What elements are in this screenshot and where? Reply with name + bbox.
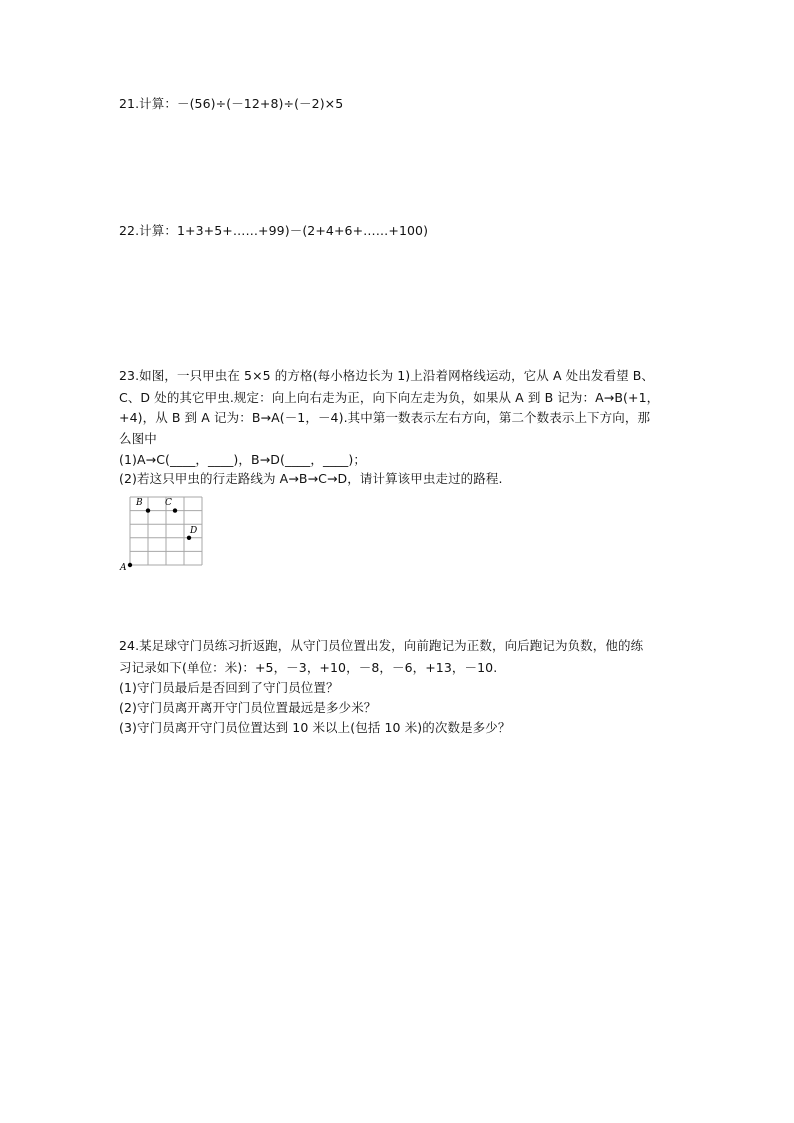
label-d: D [190, 526, 198, 536]
label-b: B [136, 498, 143, 508]
label-c: C [165, 498, 172, 508]
problem-24-line-2: 习记录如下(单位：米)：+5，－3，+10，－8，－6，+13，－10. [119, 660, 498, 675]
problem-24-question-3: (3)守门员离开守门员位置达到 10 米以上(包括 10 米)的次数是多少？ [119, 720, 511, 735]
problem-23-line-2: C、D 处的其它甲虫.规定：向上向右走为正，向下向左走为负，如果从 A 到 B 记为：A→B(+1， [119, 390, 660, 405]
point-a [128, 563, 132, 567]
point-b [146, 508, 150, 512]
problem-23-line-4: 么图中 [119, 431, 157, 446]
beetle-grid-figure [118, 492, 210, 572]
label-a: A [120, 563, 127, 573]
point-d [187, 536, 191, 540]
problem-23-line-1: 23.如图，一只甲虫在 5×5 的方格(每小格边长为 1)上沿着网格线运动，它从 A 处出发看望 B、 [119, 368, 655, 383]
problem-24-question-2: (2)守门员离开离开守门员位置最远是多少米？ [119, 700, 377, 715]
problem-21-text: 21.计算：－(56)÷(－12+8)÷(－2)×5 [119, 96, 344, 111]
problem-23-line-3: +4)，从 B 到 A 记为：B→A(－1，－4).其中第一数表示左右方向，第二个数表示上下方向，那 [119, 410, 651, 425]
problem-24-question-1: (1)守门员最后是否回到了守门员位置？ [119, 680, 339, 695]
problem-22-text: 22.计算：1+3+5+……+99)－(2+4+6+……+100) [119, 223, 429, 238]
point-c [173, 508, 177, 512]
problem-24-line-1: 24.某足球守门员练习折返跑，从守门员位置出发，向前跑记为正数，向后跑记为负数，他的练 [119, 638, 644, 653]
problem-23-question-2: (2)若这只甲虫的行走路线为 A→B→C→D，请计算该甲虫走过的路程. [119, 471, 503, 486]
problem-23-question-1: (1)A→C(____，____)，B→D(____，____)； [119, 452, 366, 467]
